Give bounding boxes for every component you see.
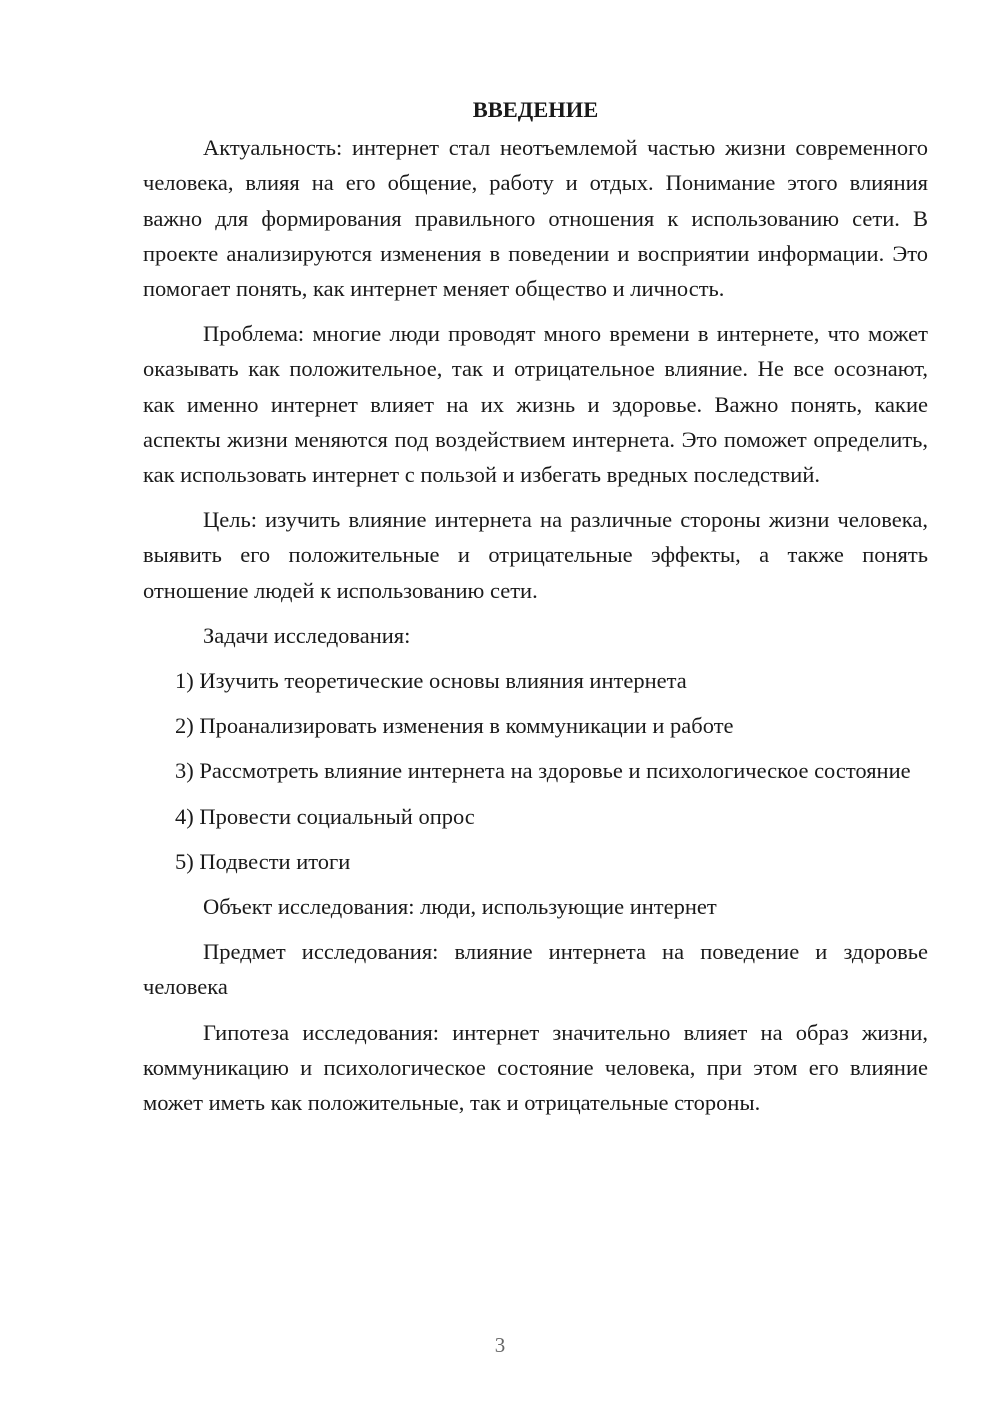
subject-paragraph: Предмет исследования: влияние интернета на поведение и здоровье человека <box>143 939 928 1000</box>
task-item-3: 3) Рассмотреть влияние интернета на здоровье и психологическое состояние <box>175 758 911 784</box>
task-item-1: 1) Изучить теоретические основы влияния интернета <box>175 668 687 694</box>
task-item-4: 4) Провести социальный опрос <box>175 803 475 829</box>
goal-paragraph: Цель: изучить влияние интернета на различные стороны жизни человека, выявить его положительные и отрицательные эффекты, а также понять отношение людей к использованию сети. <box>143 507 928 603</box>
page-number: 3 <box>494 1333 506 1357</box>
task-item-5: 5) Подвести итоги <box>175 848 351 874</box>
page-body <box>143 92 928 1130</box>
relevance-paragraph: Актуальность: интернет стал неотъемлемой частью жизни современного человека, влияя на его общение, работу и отдых. Понимание этого влияния важно для формирования правильного отношения к использованию сети. В проекте анализируются изменения в поведении и восприятии информации. Это помогает понять, как интернет меняет общество и личность. <box>143 135 928 302</box>
section-title: ВВЕДЕНИЕ <box>472 97 599 122</box>
task-item-2: 2) Проанализировать изменения в коммуникации и работе <box>175 713 734 739</box>
object-paragraph: Объект исследования: люди, использующие интернет <box>203 894 717 920</box>
tasks-heading: Задачи исследования: <box>203 622 411 648</box>
hypothesis-paragraph: Гипотеза исследования: интернет значительно влияет на образ жизни, коммуникацию и психологическое состояние человека, при этом его влияние может иметь как положительные, так и отрицательные стороны. <box>143 1019 928 1116</box>
problem-paragraph: Проблема: многие люди проводят много времени в интернете, что может оказывать как положительное, так и отрицательное влияние. Не все осознают, как именно интернет влияет на их жизнь и здоровье. Важно понять, какие аспекты жизни меняются под воздействием интернета. Это поможет определить, как использовать интернет с пользой и избегать вредных последствий. <box>143 321 928 488</box>
